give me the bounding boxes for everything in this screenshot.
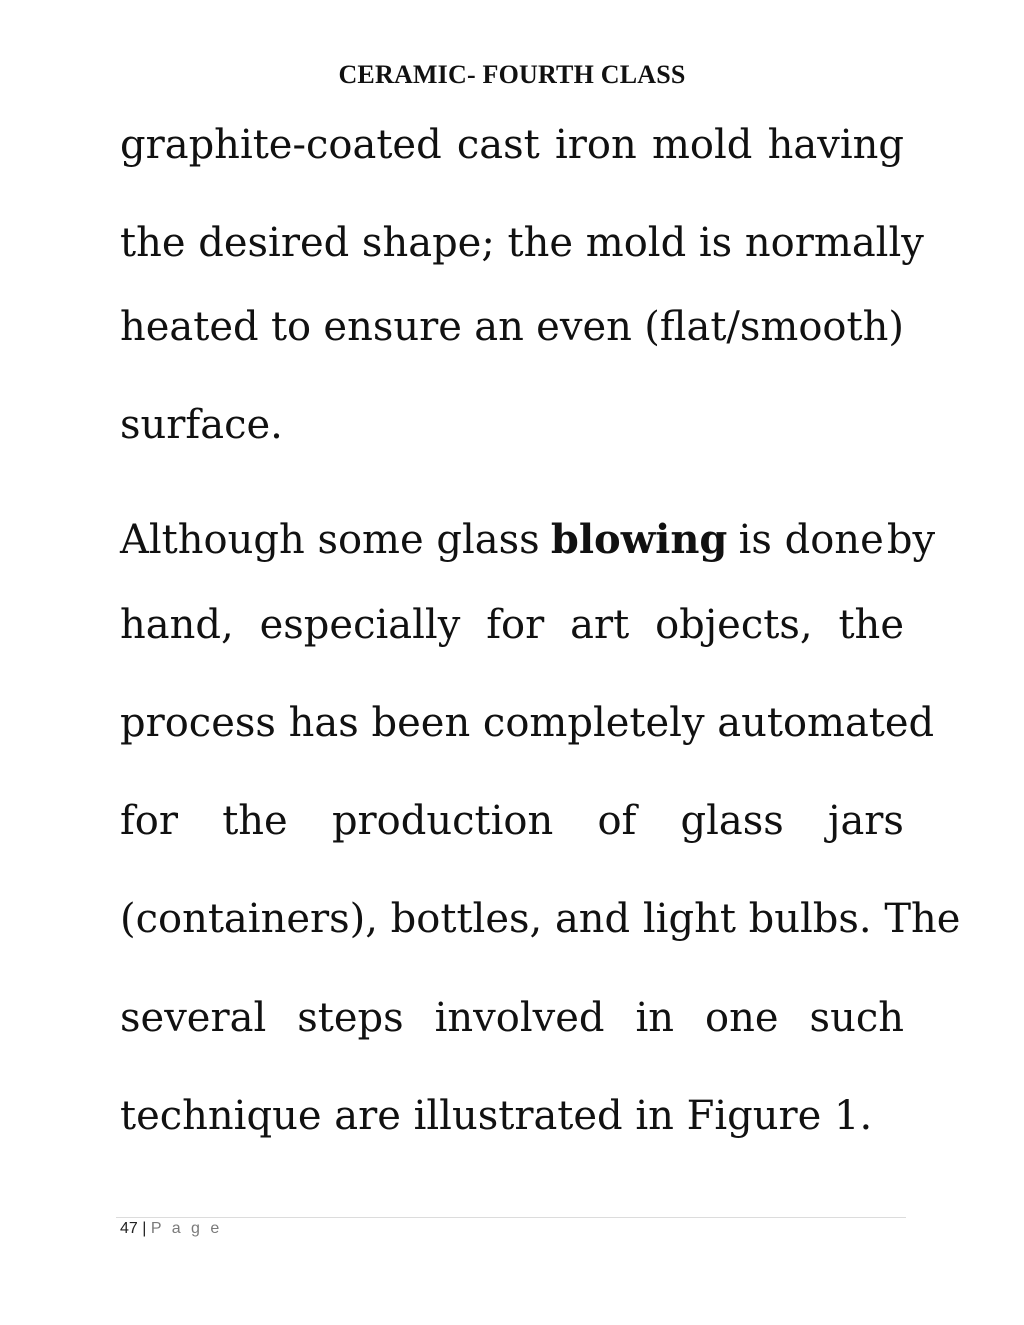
body-line (120, 121, 904, 169)
body-line (120, 219, 924, 267)
body-line (120, 1092, 904, 1140)
running-header: CERAMIC- FOURTH CLASS (338, 60, 686, 89)
body-line (120, 516, 936, 564)
word: production (331, 798, 554, 844)
word: iron (554, 122, 637, 168)
word: jars (828, 798, 904, 844)
word: even (536, 304, 632, 350)
word: for (120, 798, 179, 844)
page-number: 47 (120, 1220, 138, 1237)
body-line (120, 401, 904, 449)
word: one (705, 995, 779, 1041)
word: especially (259, 602, 461, 648)
word: steps (297, 995, 404, 1041)
word: art (570, 602, 630, 648)
word: for (486, 602, 545, 648)
word: the (222, 798, 288, 844)
word: ensure (323, 304, 462, 350)
word: (flat/smooth) (644, 304, 904, 350)
word: cast (456, 122, 540, 168)
body-line (120, 303, 904, 351)
word: hand, (120, 602, 234, 648)
body-line (120, 895, 961, 943)
body-line (120, 601, 904, 649)
footer-separator: | (142, 1220, 147, 1237)
body-line (120, 994, 904, 1042)
line-text: technique are illustrated in Figure 1. (120, 1093, 873, 1139)
line-text: by (886, 517, 936, 563)
line-text: surface. (120, 402, 283, 448)
footer-divider (116, 1217, 906, 1218)
word: an (474, 304, 524, 350)
body-line (120, 797, 904, 845)
word: objects, (655, 602, 813, 648)
page-label: P a g e (150, 1220, 223, 1237)
word: graphite-coated (120, 122, 442, 168)
word: heated (120, 304, 259, 350)
line-text: Although some glass (120, 517, 540, 563)
line-text: the desired shape; the mold is normally (120, 220, 924, 266)
word: having (767, 122, 904, 168)
line-text: (containers), bottles, and light bulbs. The (120, 896, 961, 942)
word: involved (434, 995, 605, 1041)
word: such (809, 995, 904, 1041)
word: in (635, 995, 675, 1041)
word: mold (651, 122, 753, 168)
line-text: is done (738, 517, 884, 563)
word: to (270, 304, 312, 350)
word: glass (680, 798, 784, 844)
line-text: process has been completely automated (120, 700, 935, 746)
page-footer (120, 1220, 222, 1238)
bold-term: blowing (550, 516, 728, 563)
word: of (597, 798, 637, 844)
word: the (838, 602, 904, 648)
body-line (120, 699, 935, 747)
word: several (120, 995, 267, 1041)
